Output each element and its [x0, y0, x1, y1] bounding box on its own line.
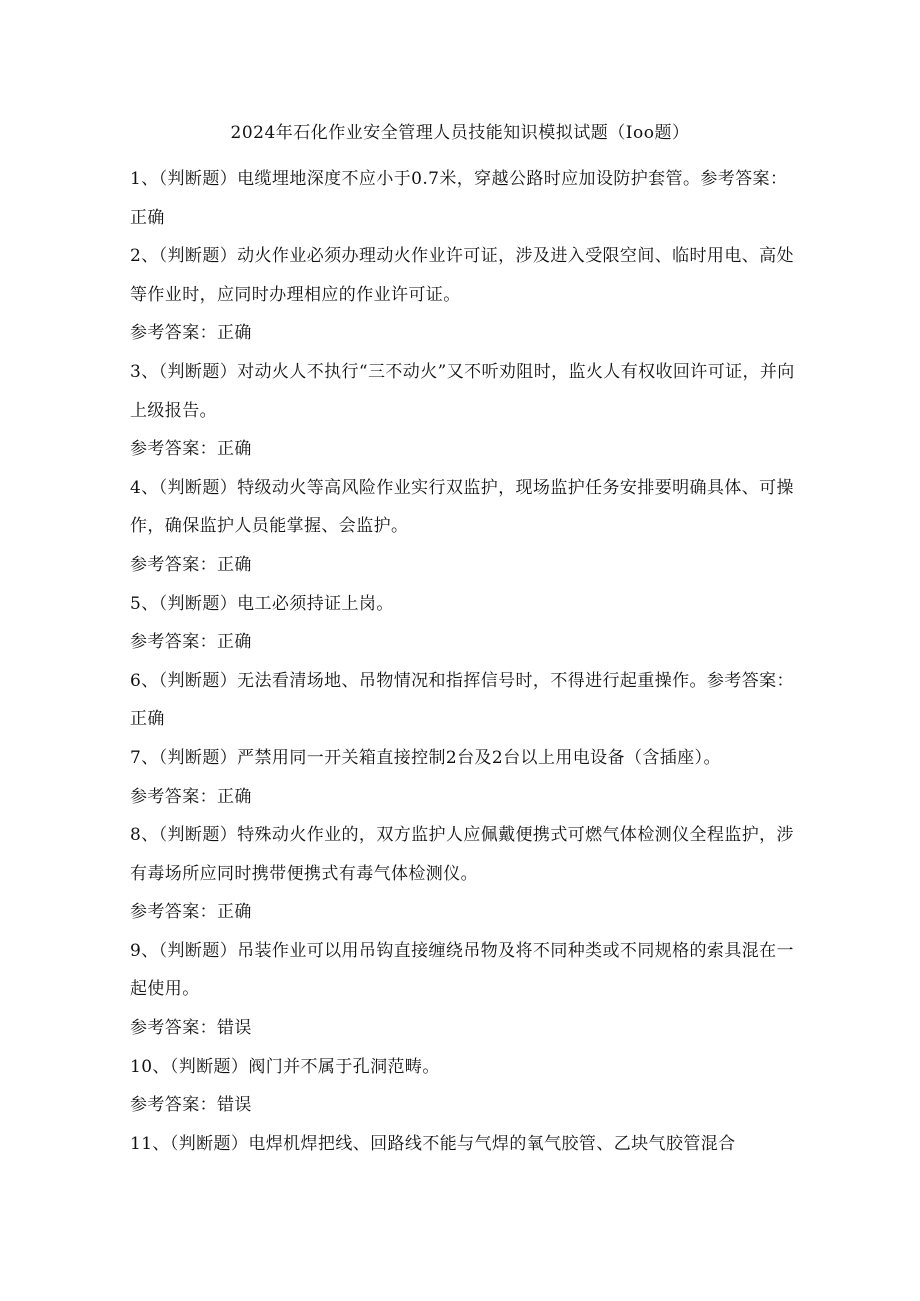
question-3: 3、（判断题）对动火人不执行“三不动火”又不听劝阻时，监火人有权收回许可证，并向上级报告。: [130, 361, 795, 421]
answer-8: 参考答案：正确: [130, 902, 252, 923]
question-5: 5、（判断题）电工必须持证上岗。: [130, 593, 394, 614]
document-body: [130, 160, 795, 1163]
question-9: 9、（判断题）吊装作业可以用吊钩直接缠绕吊物及将不同种类或不同规格的索具混在一起使用。: [130, 940, 794, 1000]
answer-7: 参考答案：正确: [130, 786, 252, 807]
question-10: 10、（判断题）阀门并不属于孔洞范畴。: [130, 1056, 440, 1077]
answer-3: 参考答案：正确: [130, 439, 252, 460]
answer-5: 参考答案：正确: [130, 632, 252, 653]
question-2: 2、（判断题）动火作业必须办理动火作业许可证，涉及进入受限空间、临时用电、高处等作业时，应同时办理相应的作业许可证。: [130, 246, 794, 305]
question-4: 4、（判断题）特级动火等高风险作业实行双监护，现场监护任务安排要明确具体、可操作，确保监护人员能掌握、会监护。: [130, 477, 794, 537]
question-7: 7、（判断题）严禁用同一开关箱直接控制2台及2台以上用电设备（含插座）。: [130, 747, 721, 768]
answer-4: 参考答案：正确: [130, 554, 252, 575]
answer-10: 参考答案：错误: [130, 1095, 252, 1116]
question-6: 6、（判断题）无法看清场地、吊物情况和指挥信号时，不得进行起重操作。参考答案：正确: [130, 670, 794, 730]
answer-9: 参考答案：错误: [130, 1018, 252, 1039]
answer-2: 参考答案：正确: [130, 323, 252, 344]
question-11: 11、（判断题）电焊机焊把线、回路线不能与气焊的氧气胶管、乙块气胶管混合: [130, 1133, 736, 1154]
question-1: 1、（判断题）电缆埋地深度不应小于0.7米，穿越公路时应加设防护套管。参考答案：正确: [130, 169, 788, 228]
question-8: 8、（判断题）特殊动火作业的，双方监护人应佩戴便携式可燃气体检测仪全程监护，涉有毒场所应同时携带便携式有毒气体检测仪。: [130, 825, 794, 884]
document-title: 2024年石化作业安全管理人员技能知识模拟试题（Ioo题）: [230, 123, 690, 143]
